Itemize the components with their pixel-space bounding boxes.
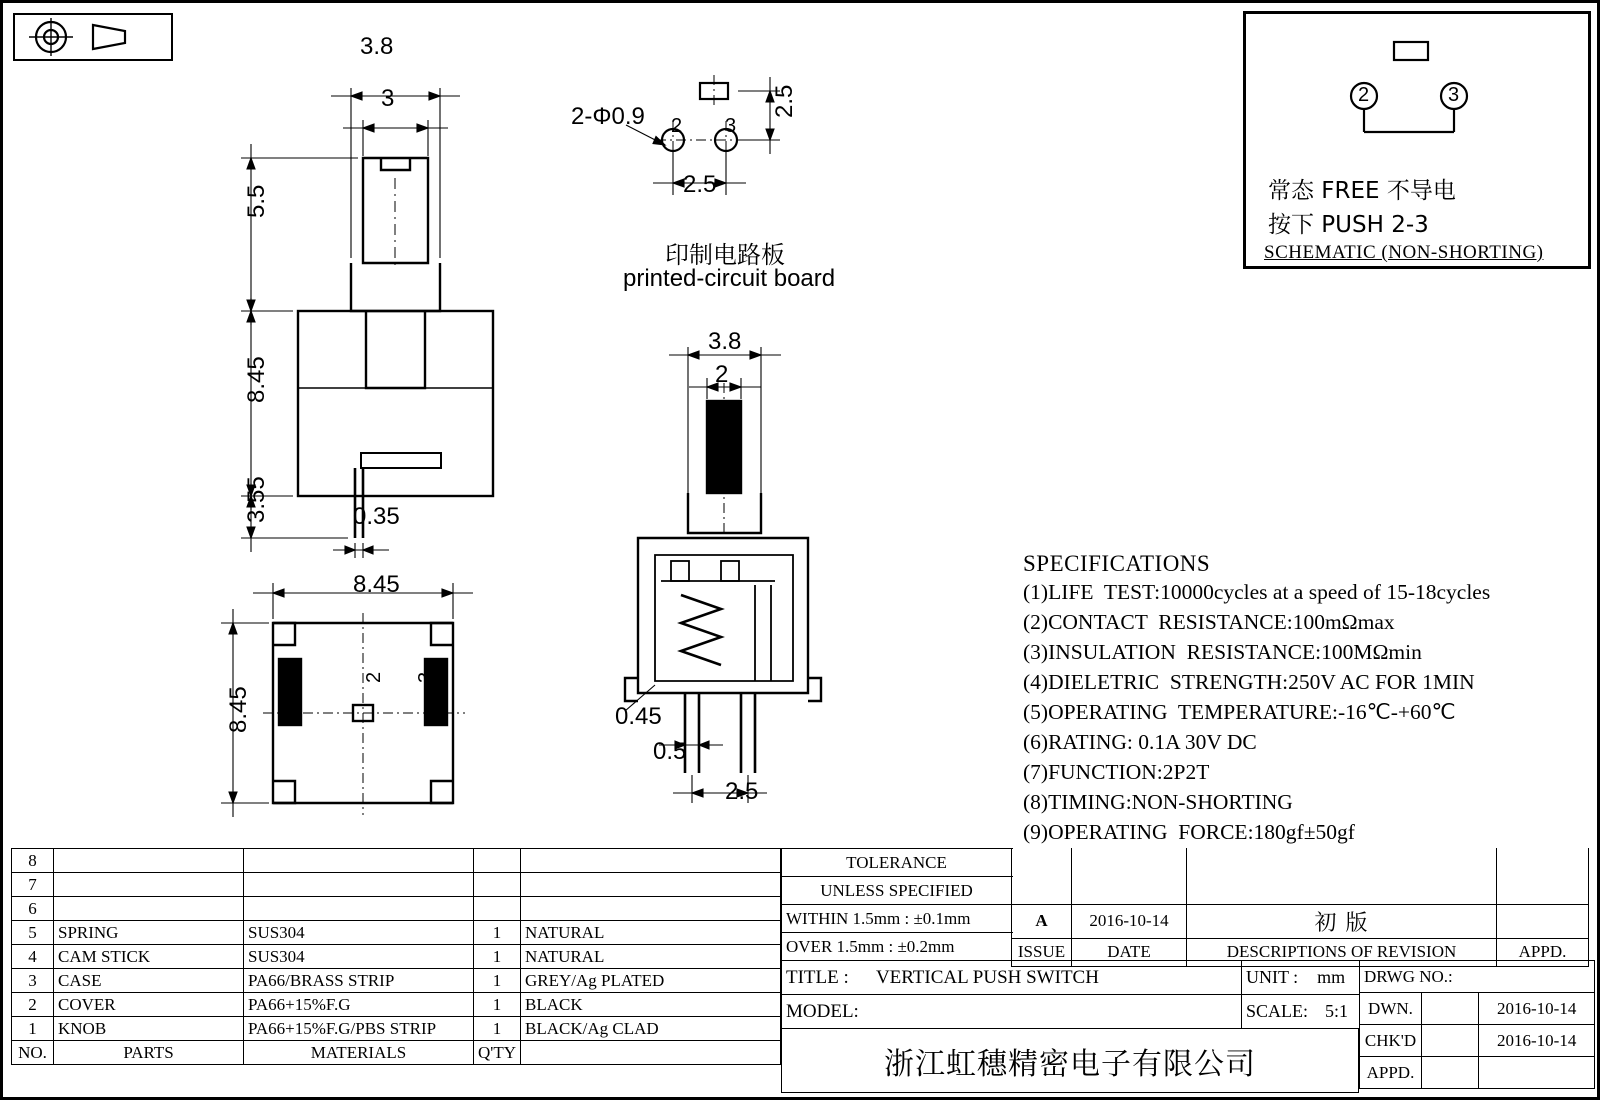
dwn-date: 2016-10-14 — [1479, 993, 1595, 1025]
spec-item-1: (1)LIFE TEST:10000cycles at a speed of 15-18cycles — [1023, 580, 1491, 604]
header-parts: PARTS — [54, 1041, 244, 1065]
part-no: 5 — [12, 921, 54, 945]
pcb-hole-note: 2-Φ0.9 — [571, 103, 645, 130]
part-finish — [521, 897, 781, 921]
unit-label: UNIT : — [1246, 967, 1299, 987]
dim-front-5-5: 5.5 — [243, 184, 270, 218]
header-materials: MATERIALS — [244, 1041, 474, 1065]
part-name: CASE — [54, 969, 244, 993]
pcb-view — [558, 63, 878, 243]
title-info-table — [781, 848, 1020, 961]
dim-section-0-45: 0.45 — [615, 703, 662, 730]
scale-value: 5:1 — [1325, 1001, 1349, 1021]
part-no: 1 — [12, 1017, 54, 1041]
spec-item-5: (5)OPERATING TEMPERATURE:-16℃-+60℃ — [1023, 700, 1456, 724]
bottom-view — [203, 563, 563, 853]
title-block — [11, 848, 1595, 1093]
table-row — [12, 921, 781, 945]
title-model-table — [781, 960, 1360, 1029]
part-qty — [474, 873, 521, 897]
spec-item-3: (3)INSULATION RESISTANCE:100MΩmin — [1023, 640, 1422, 664]
company-name: 浙江虹穗精密电子有限公司 — [884, 1046, 1256, 1082]
part-qty — [474, 897, 521, 921]
part-finish: BLACK — [521, 993, 781, 1017]
scale-cell — [1242, 995, 1360, 1029]
model-label: MODEL: — [786, 1000, 859, 1022]
revision-header: DESCRIPTIONS OF REVISION — [1187, 938, 1497, 966]
dwn-row — [1360, 993, 1595, 1025]
drwg-signature-table — [1359, 960, 1595, 1089]
table-row — [12, 849, 781, 873]
part-name — [54, 873, 244, 897]
part-qty: 1 — [474, 945, 521, 969]
dim-section-2: 2 — [715, 361, 729, 388]
dim-pcb-2-5-h: 2.5 — [683, 171, 717, 198]
title-cell — [782, 961, 1242, 995]
part-finish: GREY/Ag PLATED — [521, 969, 781, 993]
table-row — [12, 1017, 781, 1041]
schematic-title: SCHEMATIC (NON-SHORTING) — [1264, 242, 1544, 263]
part-material: PA66/BRASS STRIP — [244, 969, 474, 993]
part-qty: 1 — [474, 921, 521, 945]
title-value: VERTICAL PUSH SWITCH — [875, 966, 1099, 988]
part-name: KNOB — [54, 1017, 244, 1041]
part-name — [54, 849, 244, 873]
part-qty: 1 — [474, 969, 521, 993]
table-header-row — [12, 1041, 781, 1065]
part-material: PA66+15%F.G — [244, 993, 474, 1017]
schematic-line-2: 按下 PUSH 2-3 — [1268, 212, 1429, 238]
chkd-date: 2016-10-14 — [1479, 1025, 1595, 1057]
part-material: SUS304 — [244, 921, 474, 945]
schematic-line-1: 常态 FREE 不导电 — [1268, 178, 1456, 204]
part-no: 8 — [12, 849, 54, 873]
dwn-label: DWN. — [1360, 993, 1422, 1025]
part-qty: 1 — [474, 1017, 521, 1041]
tolerance-over-row — [782, 933, 1021, 961]
pcb-label-cn: 印制电路板 — [665, 241, 785, 269]
revision-table — [1011, 848, 1589, 967]
schematic-terminal-3: 3 — [1448, 84, 1460, 106]
dim-section-0-5: 0.5 — [653, 738, 687, 765]
part-no: 6 — [12, 897, 54, 921]
table-row — [12, 897, 781, 921]
specifications-heading: SPECIFICATIONS — [1023, 551, 1211, 576]
bottom-pin-3-label: 3 — [415, 671, 437, 683]
dim-front-3: 3 — [381, 85, 395, 112]
part-name: CAM STICK — [54, 945, 244, 969]
revision-value-row — [1012, 904, 1589, 938]
scale-label: SCALE: — [1246, 1001, 1309, 1021]
pcb-pin-2-label: 2 — [671, 115, 683, 137]
dim-pcb-2-5-v: 2.5 — [771, 84, 798, 118]
appd-date — [1479, 1057, 1595, 1089]
part-name: COVER — [54, 993, 244, 1017]
table-row — [12, 993, 781, 1017]
model-row — [782, 995, 1360, 1029]
drwg-row — [1360, 961, 1595, 993]
title-row — [782, 961, 1360, 995]
dim-bottom-8-45-left: 8.45 — [225, 686, 252, 733]
spec-item-6: (6)RATING: 0.1A 30V DC — [1023, 730, 1257, 754]
dim-front-3-55: 3.55 — [243, 476, 270, 523]
dim-bottom-8-45-top: 8.45 — [353, 571, 400, 598]
tolerance-over: OVER 1.5mm : ±0.2mm — [782, 933, 1012, 961]
pcb-label-en: printed-circuit board — [623, 265, 836, 292]
chkd-value — [1421, 1025, 1478, 1057]
header-finish — [521, 1041, 781, 1065]
part-material: SUS304 — [244, 945, 474, 969]
part-finish — [521, 849, 781, 873]
dwn-value — [1421, 993, 1478, 1025]
tolerance-sub-row — [782, 877, 1021, 905]
table-row — [12, 945, 781, 969]
part-no: 2 — [12, 993, 54, 1017]
dim-section-2-5: 2.5 — [725, 778, 759, 805]
issue-letter: A — [1012, 904, 1072, 938]
table-row — [12, 873, 781, 897]
specifications-block — [1023, 551, 1600, 847]
unit-value: mm — [1317, 967, 1346, 987]
part-finish: NATURAL — [521, 921, 781, 945]
pcb-pin-3-label: 3 — [725, 115, 737, 137]
appd-header: APPD. — [1497, 938, 1589, 966]
part-no: 3 — [12, 969, 54, 993]
part-material — [244, 849, 474, 873]
part-name — [54, 897, 244, 921]
company-box — [781, 1028, 1359, 1093]
appd-value — [1421, 1057, 1478, 1089]
bottom-pin-2-label: 2 — [363, 671, 385, 683]
table-row — [12, 969, 781, 993]
spec-item-8: (8)TIMING:NON-SHORTING — [1023, 790, 1293, 814]
spec-item-7: (7)FUNCTION:2P2T — [1023, 760, 1210, 784]
revision-blank-row — [1012, 848, 1589, 904]
unit-cell — [1242, 961, 1360, 995]
drwg-cell — [1360, 961, 1595, 993]
part-qty: 1 — [474, 993, 521, 1017]
projection-symbol-box — [13, 13, 173, 61]
tolerance-heading: TOLERANCE — [782, 849, 1012, 877]
tolerance-sub: UNLESS SPECIFIED — [782, 877, 1012, 905]
chkd-row — [1360, 1025, 1595, 1057]
appd-label: APPD. — [1360, 1057, 1422, 1089]
first-angle-projection-icon — [15, 15, 171, 59]
part-finish: NATURAL — [521, 945, 781, 969]
revision-desc-cn: 初 版 — [1187, 904, 1497, 938]
drwg-label: DRWG NO.: — [1364, 966, 1453, 986]
part-qty — [474, 849, 521, 873]
title-label: TITLE : — [786, 966, 849, 988]
header-no: NO. — [12, 1041, 54, 1065]
tolerance-within: WITHIN 1.5mm : ±0.1mm — [782, 905, 1012, 933]
part-no: 4 — [12, 945, 54, 969]
schematic-terminal-2: 2 — [1358, 84, 1370, 106]
tolerance-within-row — [782, 905, 1021, 933]
issue-label: ISSUE — [1012, 938, 1072, 966]
model-cell — [782, 995, 1242, 1029]
spec-item-4: (4)DIELETRIC STRENGTH:250V AC FOR 1MIN — [1023, 670, 1475, 694]
part-name: SPRING — [54, 921, 244, 945]
spec-item-2: (2)CONTACT RESISTANCE:100mΩmax — [1023, 610, 1395, 634]
dim-front-0-35: 0.35 — [353, 503, 400, 530]
part-material — [244, 873, 474, 897]
part-material: PA66+15%F.G/PBS STRIP — [244, 1017, 474, 1041]
dim-front-3-8: 3.8 — [360, 33, 394, 60]
part-finish — [521, 873, 781, 897]
chkd-label: CHK'D — [1360, 1025, 1422, 1057]
schematic-graphic — [1306, 34, 1536, 144]
dim-front-8-45: 8.45 — [243, 356, 270, 403]
part-material — [244, 897, 474, 921]
part-finish: BLACK/Ag CLAD — [521, 1017, 781, 1041]
revision-date: 2016-10-14 — [1072, 904, 1187, 938]
dim-section-3-8: 3.8 — [708, 328, 742, 355]
schematic-box — [1243, 11, 1591, 269]
appd-row — [1360, 1057, 1595, 1089]
date-label: DATE — [1072, 938, 1187, 966]
parts-table — [11, 848, 781, 1065]
tolerance-heading-row — [782, 849, 1021, 877]
part-no: 7 — [12, 873, 54, 897]
header-qty: Q'TY — [474, 1041, 521, 1065]
spec-item-9: (9)OPERATING FORCE:180gf±50gf — [1023, 820, 1355, 844]
